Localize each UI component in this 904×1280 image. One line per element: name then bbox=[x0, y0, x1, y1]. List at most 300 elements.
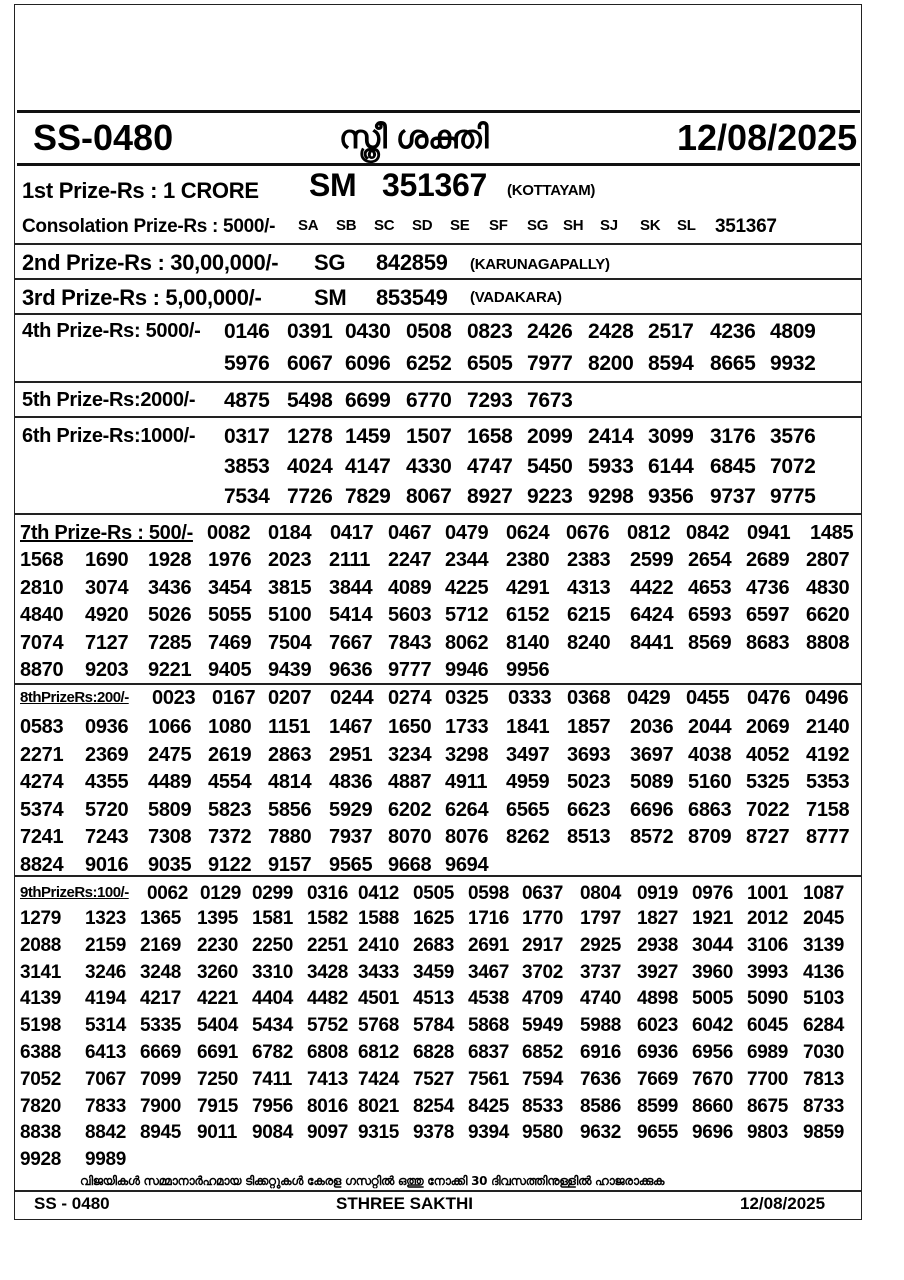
prize9-number: 2159 bbox=[85, 934, 127, 956]
prize7-number: 7469 bbox=[208, 631, 252, 654]
prize8-number: 8727 bbox=[746, 826, 790, 848]
prize9-number: 2169 bbox=[140, 934, 182, 956]
draw-code: SS-0480 bbox=[33, 117, 174, 158]
prize5-number: 7673 bbox=[527, 389, 573, 412]
consolation-series: SE bbox=[450, 217, 470, 234]
prize9-number: 0505 bbox=[413, 883, 455, 904]
prize8-number: 8777 bbox=[806, 826, 850, 848]
prize5-label: 5th Prize-Rs:2000/- bbox=[22, 389, 196, 411]
prize8-number: 8824 bbox=[20, 853, 64, 876]
prize7-number: 0812 bbox=[627, 522, 671, 544]
divider bbox=[15, 875, 861, 877]
prize8-number: 4274 bbox=[20, 771, 64, 793]
prize9-number: 9803 bbox=[747, 1122, 789, 1144]
prize4-number: 4809 bbox=[770, 320, 816, 343]
prize9-number: 7067 bbox=[85, 1068, 127, 1090]
prize4-number: 7977 bbox=[527, 352, 573, 375]
prize6-number: 4024 bbox=[287, 455, 333, 478]
prize8-number: 4887 bbox=[388, 771, 432, 793]
prize2-series: SG bbox=[314, 250, 346, 275]
prize9-number: 8533 bbox=[522, 1095, 564, 1117]
prize9-number: 4139 bbox=[20, 988, 62, 1010]
prize9-number: 5868 bbox=[468, 1015, 510, 1037]
footer-code: SS - 0480 bbox=[34, 1194, 110, 1213]
divider bbox=[15, 278, 861, 280]
prize8-number: 7937 bbox=[329, 826, 373, 848]
consolation-label: Consolation Prize-Rs : 5000/- bbox=[22, 216, 276, 237]
divider bbox=[15, 416, 861, 418]
prize7-number: 6152 bbox=[506, 604, 550, 626]
prize9-number: 6956 bbox=[692, 1042, 734, 1063]
prize9-number: 8660 bbox=[692, 1095, 734, 1117]
prize4-number: 8200 bbox=[588, 352, 634, 375]
prize9-number: 3927 bbox=[637, 961, 679, 983]
prize9-number: 7956 bbox=[252, 1095, 294, 1117]
prize9-number: 8586 bbox=[580, 1095, 622, 1117]
prize8-number: 5374 bbox=[20, 798, 64, 821]
prize8-number: 1080 bbox=[208, 716, 252, 738]
prize8-number: 9157 bbox=[268, 853, 312, 876]
prize7-number: 4920 bbox=[85, 604, 129, 626]
prize8-number: 4192 bbox=[806, 743, 850, 766]
prize9-number: 2917 bbox=[522, 934, 564, 956]
prize6-number: 4147 bbox=[345, 455, 391, 478]
consolation-number: 351367 bbox=[715, 216, 777, 237]
prize7-number: 2247 bbox=[388, 549, 432, 571]
prize9-number: 9655 bbox=[637, 1122, 679, 1144]
prize9-number: 1087 bbox=[803, 883, 845, 904]
prize9-number: 8675 bbox=[747, 1095, 789, 1117]
footer-name: STHREE SAKTHI bbox=[336, 1194, 473, 1213]
prize9-number: 0976 bbox=[692, 883, 734, 904]
prize8-number: 0476 bbox=[747, 687, 791, 709]
prize4-number: 6096 bbox=[345, 352, 391, 375]
prize9-number: 9696 bbox=[692, 1122, 734, 1144]
prize9-number: 2250 bbox=[252, 934, 294, 956]
prize8-number: 4038 bbox=[688, 743, 732, 766]
prize8-number: 0583 bbox=[20, 716, 64, 738]
consolation-series: SC bbox=[374, 217, 395, 234]
prize6-number: 8067 bbox=[406, 485, 452, 508]
prize8-number: 0274 bbox=[388, 687, 432, 709]
prize7-number: 3815 bbox=[268, 576, 312, 599]
prize9-number: 3993 bbox=[747, 961, 789, 983]
prize8-number: 3697 bbox=[630, 743, 674, 766]
prize7-number: 3436 bbox=[148, 576, 192, 599]
prize9-number: 3702 bbox=[522, 961, 564, 983]
prize9-number: 8425 bbox=[468, 1095, 510, 1117]
prize7-number: 0941 bbox=[747, 522, 791, 544]
prize9-number: 6837 bbox=[468, 1042, 510, 1063]
prize7-number: 9439 bbox=[268, 659, 312, 681]
prize6-number: 9356 bbox=[648, 485, 694, 508]
prize9-label: 9thPrizeRs:100/- bbox=[20, 884, 129, 901]
prize8-number: 0455 bbox=[686, 687, 730, 709]
prize9-number: 3248 bbox=[140, 961, 182, 983]
prize8-number: 3298 bbox=[445, 743, 489, 766]
prize2-label: 2nd Prize-Rs : 30,00,000/- bbox=[22, 250, 279, 275]
prize4-number: 0391 bbox=[287, 320, 333, 343]
prize2-place: (KARUNAGAPALLY) bbox=[470, 256, 610, 273]
prize9-number: 6989 bbox=[747, 1042, 789, 1063]
prize7-number: 2111 bbox=[329, 549, 371, 571]
prize4-number: 4236 bbox=[710, 320, 756, 343]
prize8-number: 9122 bbox=[208, 853, 252, 876]
prize7-number: 8140 bbox=[506, 631, 550, 654]
prize9-number: 7700 bbox=[747, 1068, 789, 1090]
prize8-number: 0207 bbox=[268, 687, 312, 709]
prize8-number: 2619 bbox=[208, 743, 252, 766]
prize9-number: 9928 bbox=[20, 1149, 62, 1171]
prize9-number: 8838 bbox=[20, 1122, 62, 1144]
prize8-label: 8thPrizeRs:200/- bbox=[20, 689, 129, 706]
prize8-number: 4836 bbox=[329, 771, 373, 793]
prize7-number: 0082 bbox=[207, 522, 251, 544]
prize9-number: 0637 bbox=[522, 883, 564, 904]
prize5-number: 5498 bbox=[287, 389, 333, 412]
consolation-series: SD bbox=[412, 217, 433, 234]
prize7-number: 7127 bbox=[85, 631, 129, 654]
prize8-number: 2475 bbox=[148, 743, 192, 766]
prize5-number: 6770 bbox=[406, 389, 452, 412]
prize9-number: 7052 bbox=[20, 1068, 62, 1090]
prize9-number: 5005 bbox=[692, 988, 734, 1010]
prize9-number: 2045 bbox=[803, 908, 845, 929]
prize8-number: 0429 bbox=[627, 687, 671, 709]
prize7-number: 0676 bbox=[566, 522, 610, 544]
draw-date: 12/08/2025 bbox=[677, 117, 858, 158]
header-band bbox=[17, 110, 860, 166]
prize7-number: 6424 bbox=[630, 604, 674, 626]
prize7-number: 5414 bbox=[329, 604, 373, 626]
prize4-number: 9932 bbox=[770, 352, 816, 375]
prize9-number: 2012 bbox=[747, 908, 789, 929]
prize7-number: 5603 bbox=[388, 604, 432, 626]
prize9-number: 5314 bbox=[85, 1015, 127, 1037]
prize9-number: 4221 bbox=[197, 988, 239, 1010]
prize6-number: 3576 bbox=[770, 425, 816, 448]
prize6-number: 7534 bbox=[224, 485, 270, 508]
prize6-number: 2099 bbox=[527, 425, 573, 448]
prize9-number: 3246 bbox=[85, 961, 127, 983]
prize7-number: 0417 bbox=[330, 522, 374, 544]
prize8-number: 0368 bbox=[567, 687, 611, 709]
prize9-number: 3044 bbox=[692, 934, 734, 956]
prize6-number: 9775 bbox=[770, 485, 816, 508]
prize9-number: 1581 bbox=[252, 908, 294, 929]
prize7-number: 6620 bbox=[806, 604, 850, 626]
consolation-series: SL bbox=[677, 217, 696, 234]
prize9-number: 1279 bbox=[20, 908, 62, 929]
prize9-number: 9011 bbox=[197, 1122, 238, 1144]
prize9-number: 1625 bbox=[413, 908, 455, 929]
prize9-number: 6023 bbox=[637, 1015, 679, 1037]
prize7-number: 6215 bbox=[567, 604, 611, 626]
divider bbox=[15, 313, 861, 315]
prize9-number: 7669 bbox=[637, 1068, 679, 1090]
prize9-number: 5768 bbox=[358, 1015, 400, 1037]
prize9-number: 8945 bbox=[140, 1122, 182, 1144]
prize9-number: 8016 bbox=[307, 1095, 349, 1117]
prize8-number: 7243 bbox=[85, 826, 129, 848]
prize6-number: 5450 bbox=[527, 455, 573, 478]
prize9-number: 4404 bbox=[252, 988, 294, 1010]
prize4-number: 0823 bbox=[467, 320, 513, 343]
prize6-number: 6845 bbox=[710, 455, 756, 478]
prize8-number: 2271 bbox=[20, 743, 64, 766]
prize9-number: 2251 bbox=[307, 934, 349, 956]
prize7-number: 2810 bbox=[20, 576, 64, 599]
prize6-number: 9223 bbox=[527, 485, 573, 508]
prize8-number: 3234 bbox=[388, 743, 432, 766]
prize9-number: 4194 bbox=[85, 988, 127, 1010]
prize8-number: 5023 bbox=[567, 771, 611, 793]
prize9-number: 7099 bbox=[140, 1068, 182, 1090]
prize9-number: 7594 bbox=[522, 1068, 564, 1090]
prize9-number: 1588 bbox=[358, 908, 400, 929]
prize6-number: 1507 bbox=[406, 425, 452, 448]
prize8-number: 2069 bbox=[746, 716, 790, 738]
prize9-number: 9097 bbox=[307, 1122, 349, 1144]
prize7-number: 9777 bbox=[388, 659, 432, 681]
prize9-number: 9394 bbox=[468, 1122, 510, 1144]
prize9-number: 2691 bbox=[468, 934, 510, 956]
prize8-number: 5823 bbox=[208, 798, 252, 821]
prize9-number: 7527 bbox=[413, 1068, 455, 1090]
prize8-number: 9694 bbox=[445, 853, 489, 876]
prize9-number: 6812 bbox=[358, 1042, 400, 1063]
prize6-number: 5933 bbox=[588, 455, 634, 478]
divider bbox=[15, 243, 861, 245]
prize9-number: 7670 bbox=[692, 1068, 734, 1090]
prize3-series: SM bbox=[314, 285, 347, 310]
prize9-number: 8733 bbox=[803, 1095, 845, 1117]
prize9-number: 7413 bbox=[307, 1068, 349, 1090]
prize9-number: 4740 bbox=[580, 988, 622, 1010]
prize9-number: 3428 bbox=[307, 961, 349, 983]
prize4-label: 4th Prize-Rs: 5000/- bbox=[22, 320, 201, 342]
prize7-number: 2654 bbox=[688, 549, 732, 571]
prize9-number: 6852 bbox=[522, 1042, 564, 1063]
prize8-number: 4911 bbox=[445, 771, 488, 793]
prize9-number: 8599 bbox=[637, 1095, 679, 1117]
prize6-number: 1459 bbox=[345, 425, 391, 448]
prize7-number: 0479 bbox=[445, 522, 489, 544]
consolation-series: SJ bbox=[600, 217, 618, 234]
prize7-number: 5100 bbox=[268, 604, 312, 626]
prize8-number: 7158 bbox=[806, 798, 850, 821]
prize9-number: 5949 bbox=[522, 1015, 564, 1037]
prize9-number: 0129 bbox=[200, 883, 242, 904]
prize9-number: 2230 bbox=[197, 934, 239, 956]
prize7-number: 4422 bbox=[630, 576, 674, 599]
prize9-number: 9859 bbox=[803, 1122, 845, 1144]
prize8-number: 0496 bbox=[805, 687, 849, 709]
prize8-number: 1467 bbox=[329, 716, 373, 738]
prize9-number: 3139 bbox=[803, 934, 845, 956]
prize8-number: 8070 bbox=[388, 826, 432, 848]
prize8-number: 2369 bbox=[85, 743, 129, 766]
prize6-label: 6th Prize-Rs:1000/- bbox=[22, 425, 196, 447]
prize7-number: 3454 bbox=[208, 576, 252, 599]
prize7-number: 1568 bbox=[20, 549, 64, 571]
prize9-number: 6808 bbox=[307, 1042, 349, 1063]
prize7-number: 1690 bbox=[85, 549, 129, 571]
prize3-label: 3rd Prize-Rs : 5,00,000/- bbox=[22, 285, 262, 310]
prize9-number: 5335 bbox=[140, 1015, 182, 1037]
prize7-number: 9221 bbox=[148, 659, 192, 681]
prize8-number: 5856 bbox=[268, 798, 312, 821]
prize7-number: 4313 bbox=[567, 576, 611, 599]
prize9-number: 9632 bbox=[580, 1122, 622, 1144]
prize4-number: 0146 bbox=[224, 320, 270, 343]
prize9-number: 6388 bbox=[20, 1042, 62, 1063]
prize9-number: 0299 bbox=[252, 883, 294, 904]
prize7-number: 9203 bbox=[85, 659, 129, 681]
prize7-number: 9636 bbox=[329, 659, 373, 681]
prize9-number: 4501 bbox=[358, 988, 400, 1010]
prize4-number: 8594 bbox=[648, 352, 694, 375]
prize9-number: 3459 bbox=[413, 961, 455, 983]
prize7-number: 2807 bbox=[806, 549, 850, 571]
prize9-number: 7636 bbox=[580, 1068, 622, 1090]
prize8-number: 0333 bbox=[508, 687, 552, 709]
prize7-number: 4653 bbox=[688, 576, 732, 599]
prize8-number: 7241 bbox=[20, 826, 64, 848]
prize8-number: 6623 bbox=[567, 798, 611, 821]
prize8-number: 4554 bbox=[208, 771, 252, 793]
prize6-number: 8927 bbox=[467, 485, 513, 508]
prize8-number: 4814 bbox=[268, 771, 312, 793]
prize9-number: 2088 bbox=[20, 934, 62, 956]
prize4-number: 6505 bbox=[467, 352, 513, 375]
prize9-number: 0316 bbox=[307, 883, 349, 904]
prize7-number: 1976 bbox=[208, 549, 252, 571]
prize9-number: 5988 bbox=[580, 1015, 622, 1037]
prize7-number: 7285 bbox=[148, 631, 192, 654]
prize7-number: 2023 bbox=[268, 549, 312, 571]
prize8-number: 7880 bbox=[268, 826, 312, 848]
prize7-number: 4830 bbox=[806, 576, 850, 599]
prize9-number: 6669 bbox=[140, 1042, 182, 1063]
prize7-number: 2383 bbox=[567, 549, 611, 571]
prize9-number: 1323 bbox=[85, 908, 127, 929]
prize8-number: 1857 bbox=[567, 716, 611, 738]
prize7-number: 9946 bbox=[445, 659, 489, 681]
prize7-number: 3844 bbox=[329, 576, 373, 599]
prize9-number: 7900 bbox=[140, 1095, 182, 1117]
prize8-number: 8709 bbox=[688, 826, 732, 848]
prize7-number: 0842 bbox=[686, 522, 730, 544]
prize4-number: 2428 bbox=[588, 320, 634, 343]
prize7-number: 4225 bbox=[445, 576, 489, 599]
prize7-number: 7843 bbox=[388, 631, 432, 654]
prize9-number: 9580 bbox=[522, 1122, 564, 1144]
divider bbox=[15, 683, 861, 685]
prize9-number: 5752 bbox=[307, 1015, 349, 1037]
prize7-number: 7504 bbox=[268, 631, 312, 654]
prize5-number: 7293 bbox=[467, 389, 513, 412]
prize7-number: 5026 bbox=[148, 604, 192, 626]
prize8-number: 2951 bbox=[329, 743, 373, 766]
prize9-number: 7833 bbox=[85, 1095, 127, 1117]
prize9-number: 6413 bbox=[85, 1042, 127, 1063]
lottery-title: സ്ത്രീ ശക്തി bbox=[339, 119, 489, 155]
prize4-number: 0430 bbox=[345, 320, 391, 343]
prize6-number: 4747 bbox=[467, 455, 513, 478]
prize9-number: 1921 bbox=[692, 908, 734, 929]
prize9-number: 0919 bbox=[637, 883, 679, 904]
prize8-number: 1733 bbox=[445, 716, 489, 738]
prize8-number: 3693 bbox=[567, 743, 611, 766]
prize8-number: 1841 bbox=[506, 716, 550, 738]
prize9-number: 1582 bbox=[307, 908, 349, 929]
prize7-number: 9956 bbox=[506, 659, 550, 681]
prize8-number: 4052 bbox=[746, 743, 790, 766]
prize9-number: 5784 bbox=[413, 1015, 455, 1037]
prize9-number: 5090 bbox=[747, 988, 789, 1010]
prize4-number: 2517 bbox=[648, 320, 694, 343]
consolation-series: SK bbox=[640, 217, 661, 234]
divider bbox=[15, 513, 861, 515]
prize9-number: 7411 bbox=[252, 1068, 293, 1090]
prize1-number: 351367 bbox=[382, 167, 487, 203]
prize9-number: 6691 bbox=[197, 1042, 239, 1063]
prize8-number: 6202 bbox=[388, 798, 432, 821]
prize8-number: 2044 bbox=[688, 716, 732, 738]
prize9-number: 9378 bbox=[413, 1122, 455, 1144]
prize8-number: 6565 bbox=[506, 798, 550, 821]
prize9-number: 9315 bbox=[358, 1122, 400, 1144]
prize7-number: 8441 bbox=[630, 631, 674, 654]
prize8-number: 5809 bbox=[148, 798, 192, 821]
prize7-number: 4736 bbox=[746, 576, 790, 599]
prize9-number: 0062 bbox=[147, 883, 189, 904]
prize9-number: 3960 bbox=[692, 961, 734, 983]
prize6-number: 3853 bbox=[224, 455, 270, 478]
prize7-number: 2599 bbox=[630, 549, 674, 571]
prize6-number: 3176 bbox=[710, 425, 756, 448]
prize9-number: 1716 bbox=[468, 908, 510, 929]
prize7-number: 2689 bbox=[746, 549, 790, 571]
prize3-number: 853549 bbox=[376, 285, 448, 310]
prize9-number: 7813 bbox=[803, 1068, 845, 1090]
prize9-number: 6828 bbox=[413, 1042, 455, 1063]
prize6-number: 6144 bbox=[648, 455, 694, 478]
prize9-number: 1770 bbox=[522, 908, 564, 929]
prize9-number: 1365 bbox=[140, 908, 182, 929]
divider bbox=[15, 381, 861, 383]
prize7-number: 5712 bbox=[445, 604, 489, 626]
prize7-number: 8569 bbox=[688, 631, 732, 654]
prize9-number: 1001 bbox=[747, 883, 789, 904]
prize7-number: 8062 bbox=[445, 631, 489, 654]
prize6-number: 0317 bbox=[224, 425, 270, 448]
prize9-number: 4217 bbox=[140, 988, 182, 1010]
prize7-number: 0184 bbox=[268, 522, 312, 544]
prize9-number: 3737 bbox=[580, 961, 622, 983]
prize8-number: 5325 bbox=[746, 771, 790, 793]
prize8-number: 5929 bbox=[329, 798, 373, 821]
prize7-number: 1485 bbox=[810, 522, 854, 544]
prize8-number: 8513 bbox=[567, 826, 611, 848]
prize8-number: 5089 bbox=[630, 771, 674, 793]
prize8-number: 2863 bbox=[268, 743, 312, 766]
prize9-number: 3141 bbox=[20, 961, 62, 983]
prize6-number: 9737 bbox=[710, 485, 756, 508]
prize9-number: 1395 bbox=[197, 908, 239, 929]
prize8-number: 0325 bbox=[445, 687, 489, 709]
